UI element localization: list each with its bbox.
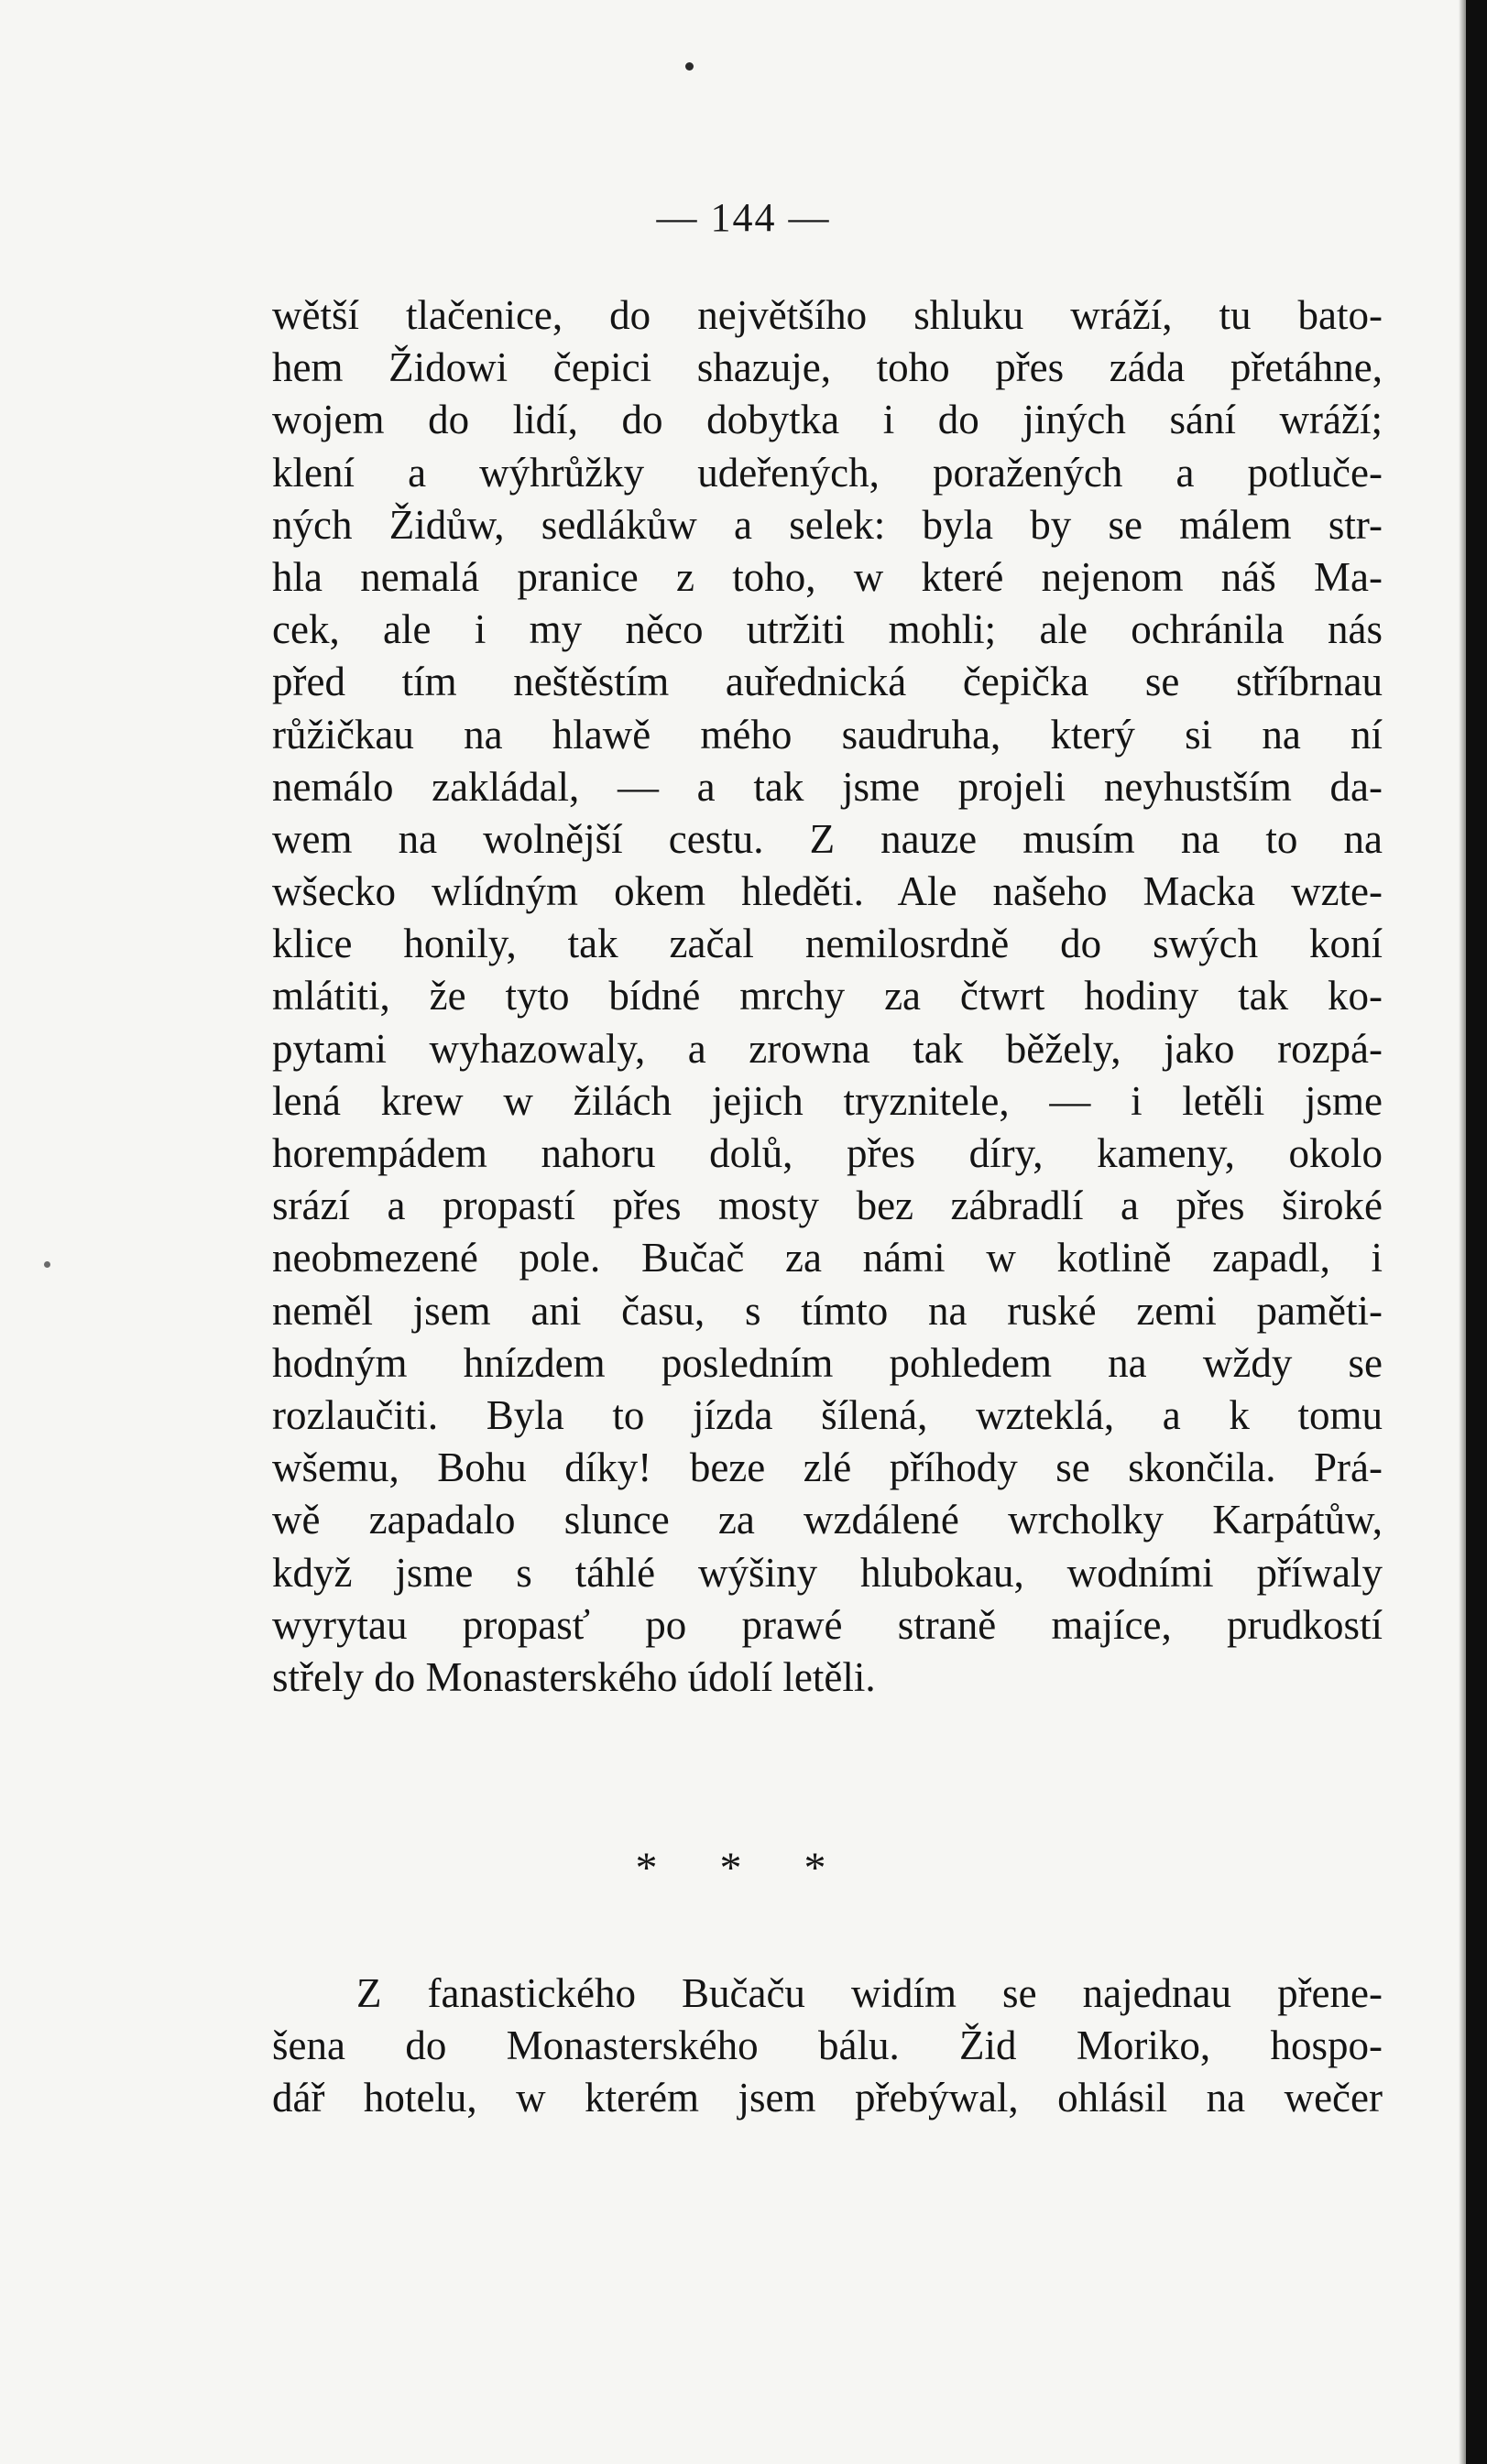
paragraph-1: [272, 289, 1383, 1704]
text-line: hodným hnízdem posledním pohledem na wždy se: [272, 1339, 1383, 1386]
text-line: před tím neštěstím auřednická čepička se stříbrnau: [272, 659, 1383, 705]
page-number: — 144 —: [656, 195, 831, 240]
text-line: pytami wyhazowaly, a zrowna tak běžely, jako rozpá-: [272, 1025, 1383, 1072]
text-line: dář hotelu, w kterém jsem přebýwal, ohlásil na wečer: [272, 2075, 1383, 2121]
text-line: ných Židůw, sedlákůw a selek: byla by se málem str-: [272, 501, 1383, 548]
text-line: wšemu, Bohu díky! beze zlé příhody se skončila. Prá-: [272, 1445, 1383, 1491]
text-line: střely do Monasterského údolí letěli.: [272, 1653, 876, 1700]
text-line: wětší tlačenice, do největšího shluku wráží, tu bato-: [272, 292, 1383, 338]
text-line: hla nemalá pranice z toho, w které nejenom náš Ma-: [272, 553, 1383, 600]
text-line: wem na wolnější cestu. Z nauze musím na to na: [272, 815, 1383, 862]
text-line: mlátiti, že tyto bídné mrchy za čtwrt hodiny tak ko-: [272, 973, 1383, 1019]
text-line: šena do Monasterského bálu. Žid Moriko, hospo-: [272, 2022, 1383, 2069]
text-line: horempádem nahoru dolů, přes díry, kameny, okolo: [272, 1130, 1383, 1176]
page-edge: [1466, 0, 1487, 2464]
text-line: klení a wýhrůžky udeřených, poražených a potluče-: [272, 449, 1383, 496]
text-line: klice honily, tak začal nemilosrdně do swých koní: [272, 921, 1383, 967]
text-line: wě zapadalo slunce za wzdálené wrcholky Karpátůw,: [272, 1497, 1383, 1543]
print-mark-dot: [685, 62, 694, 71]
page-edge-shadow: [1459, 0, 1466, 2464]
section-separator: * * *: [635, 1844, 852, 1892]
text-line: neobmezené pole. Bučač za námi w kotlině zapadl, i: [272, 1235, 1383, 1281]
text-line: když jsme s táhlé wýšiny hlubokau, wodními příwaly: [272, 1549, 1383, 1596]
text-line: růžičkau na hlawě mého saudruha, který si na ní: [272, 711, 1383, 758]
print-mark-dot: [44, 1261, 50, 1268]
text-line: rozlaučiti. Byla to jízda šílená, wzteklá, a k tomu: [272, 1391, 1383, 1438]
text-line: cek, ale i my něco utržiti mohli; ale ochránila nás: [272, 606, 1383, 653]
text-line: wšecko wlídným okem hleděti. Ale našeho Macka wzte-: [272, 868, 1383, 915]
text-line: neměl jsem ani času, s tímto na ruské zemi paměti-: [272, 1287, 1383, 1334]
text-line: wyrytau propasť po prawé straně majíce, prudkostí: [272, 1601, 1383, 1648]
text-line: Z fanastického Bučaču widím se najednau přene-: [356, 1970, 1383, 2016]
text-line: lená krew w žilách jejich tryznitele, — i letěli jsme: [272, 1077, 1383, 1124]
text-line: nemálo zakládal, — a tak jsme projeli neyhustším da-: [272, 763, 1383, 810]
text-line: hem Židowi čepici shazuje, toho přes záda přetáhne,: [272, 344, 1383, 391]
text-line: wojem do lidí, do dobytka i do jiných sání wráží;: [272, 397, 1383, 443]
text-line: srází a propastí přes mosty bez zábradlí a přes široké: [272, 1183, 1383, 1229]
paragraph-2: [272, 1968, 1383, 2125]
